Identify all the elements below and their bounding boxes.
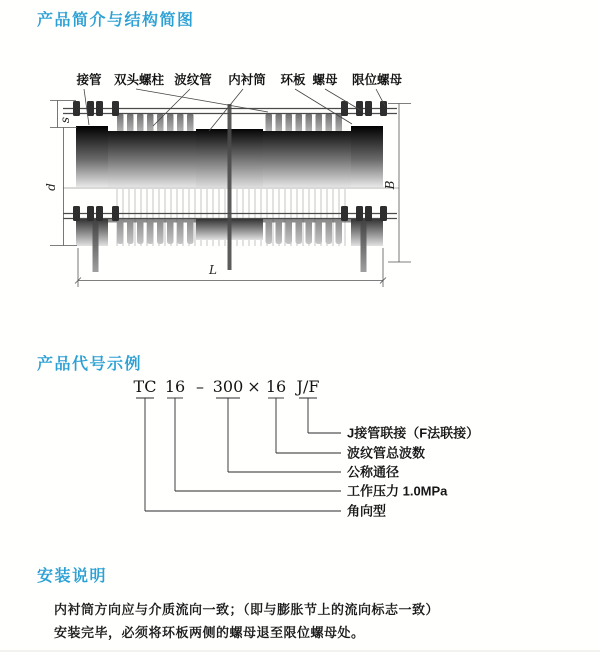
stud-left-bottom (93, 219, 99, 272)
code-token-dash: – (196, 377, 204, 396)
section-title-install: 安装说明 (37, 568, 108, 585)
section-title-intro: 产品简介与结构简图 (37, 12, 195, 29)
legend-connection: J接管联接（F法联接） (347, 425, 480, 441)
part-labels (75, 72, 402, 87)
center-ring-plate-stud (228, 104, 232, 270)
pipe-end-left-bottom (76, 219, 108, 246)
pipe-end-right-top (351, 126, 383, 187)
install-note-line2: 安装完毕，必须将环板两侧的螺母退至限位螺母处。 (54, 625, 365, 640)
dim-label-s: s (58, 116, 72, 124)
pipe-end-right-bottom (351, 219, 383, 246)
part-label-huanban: 环板 (280, 73, 306, 87)
legend-wave-count: 波纹管总波数 (347, 445, 426, 461)
legend-pressure: 工作压力 1.0MPa (347, 483, 448, 499)
part-label-shuangtouluozhu: 双头螺柱 (113, 73, 165, 87)
legend-diameter: 公称通径 (347, 464, 400, 480)
code-tokens (134, 377, 320, 396)
code-token-diameter: 300 (212, 377, 244, 396)
stud-right-bottom (361, 219, 367, 272)
legend-type: 角向型 (347, 503, 387, 519)
section-title-code-example: 产品代号示例 (37, 356, 143, 373)
code-token-connect: J/F (296, 377, 320, 396)
code-token-type: TC (133, 377, 157, 396)
part-label-luomu: 螺母 (312, 73, 338, 87)
dim-label-d: d (44, 183, 58, 191)
part-label-bowenguan: 波纹管 (174, 73, 212, 87)
dimension-B (383, 104, 411, 263)
code-token-times: × (247, 377, 261, 396)
part-label-neichentong: 内衬筒 (228, 73, 266, 87)
part-label-xianweiluomu: 限位螺母 (351, 73, 403, 87)
product-code-figure (120, 376, 488, 551)
dimension-d (44, 128, 77, 246)
part-label-jieguan: 接管 (76, 73, 102, 87)
structure-diagram (40, 60, 485, 310)
code-legend (347, 426, 479, 519)
pipe-end-left-top (76, 126, 108, 187)
install-note-line1: 内衬筒方向应与介质流向一致；（即与膨胀节上的流向标志一致） (54, 602, 440, 617)
code-connector-lines (136, 398, 341, 511)
code-token-pressure: 16 (164, 377, 186, 396)
dim-label-B: B (383, 180, 397, 190)
code-token-waves: 16 (265, 377, 287, 396)
dim-label-L: L (209, 263, 217, 277)
